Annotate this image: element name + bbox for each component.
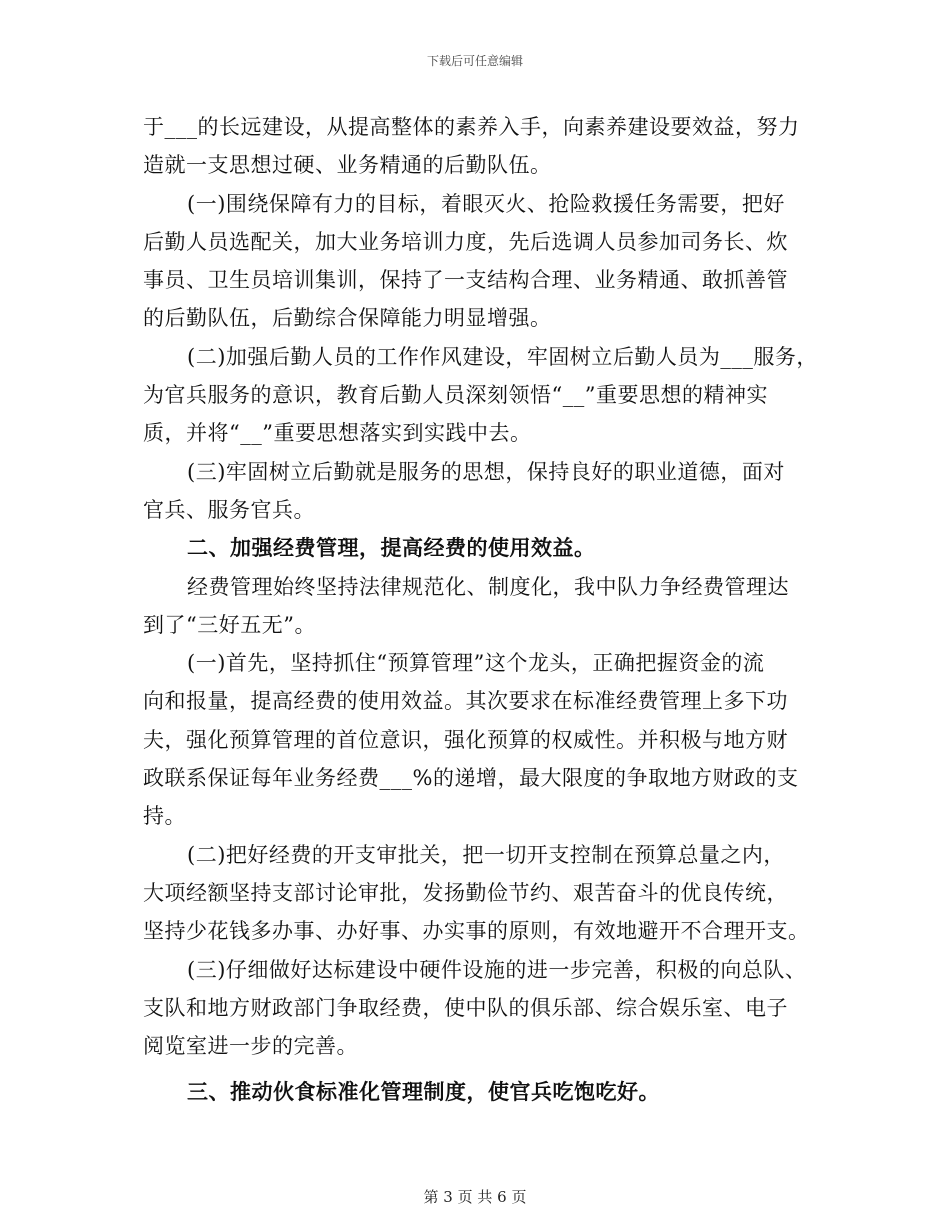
- text-line: 坚持少花钱多办事、办好事、办实事的原则，有效地避开不合理开支。: [143, 919, 810, 944]
- text-line: 后勤人员选配关，加大业务培训力度，先后选调人员参加司务长、炊: [143, 229, 788, 254]
- page-header-note: 下载后可任意编辑: [426, 54, 523, 68]
- text-line: 支队和地方财政部门争取经费，使中队的俱乐部、综合娱乐室、电子: [143, 995, 788, 1020]
- text-line: 造就一支思想过硬、业务精通的后勤队伍。: [143, 153, 552, 178]
- text-line: 大项经额坚持支部讨论审批，发扬勤俭节约、艰苦奋斗的优良传统，: [143, 880, 788, 905]
- text-line: 向和报量，提高经费的使用效益。其次要求在标准经费管理上多下功: [143, 689, 788, 714]
- text-line: (二)把好经费的开支审批关，把一切开支控制在预算总量之内，: [187, 842, 785, 867]
- text-line: (三)仔细做好达标建设中硬件设施的进一步完善，积极的向总队、: [187, 957, 807, 982]
- text-line: 事员、卫生员培训集训，保持了一支结构合理、业务精通、敢抓善管: [143, 268, 788, 293]
- section-heading: 三、推动伙食标准化管理制度，使官兵吃饱吃好。: [187, 1079, 660, 1105]
- text-line: 经费管理始终坚持法律规范化、制度化，我中队力争经费管理达: [187, 574, 789, 599]
- text-line: 到了“三好五无”。: [143, 612, 316, 637]
- text-line: 夫，强化预算管理的首位意识，强化预算的权威性。并积极与地方财: [143, 727, 788, 752]
- text-line: 阅览室进一步的完善。: [143, 1034, 358, 1059]
- text-line: 政联系保证每年业务经费___%的递增，最大限度的争取地方财政的支: [143, 766, 799, 791]
- text-line: 质，并将“__”重要思想落实到实践中去。: [143, 421, 532, 446]
- document-body: [143, 108, 818, 1112]
- section-heading: 二、加强经费管理，提高经费的使用效益。: [187, 535, 596, 561]
- text-line: 于___的长远建设，从提高整体的素养入手，向素养建设要效益，努力: [143, 115, 800, 139]
- text-line: (一)围绕保障有力的目标，着眼灭火、抢险救援任务需要，把好: [187, 191, 785, 216]
- text-line: 的后勤队伍，后勤综合保障能力明显增强。: [143, 306, 552, 331]
- text-line: 官兵、服务官兵。: [143, 497, 315, 522]
- text-line: (一)首先，坚持抓住“预算管理”这个龙头，正确把握资金的流: [187, 651, 765, 676]
- text-line: (三)牢固树立后勤就是服务的思想，保持良好的职业道德，面对: [187, 459, 785, 484]
- page-footer-number: 第 3 页 共 6 页: [423, 1188, 527, 1206]
- text-line: 持。: [143, 804, 186, 829]
- text-line: (二)加强后勤人员的工作作风建设，牢固树立后勤人员为___服务，: [187, 344, 818, 369]
- text-line: 为官兵服务的意识，教育后勤人员深刻领悟“__”重要思想的精神实: [143, 383, 768, 408]
